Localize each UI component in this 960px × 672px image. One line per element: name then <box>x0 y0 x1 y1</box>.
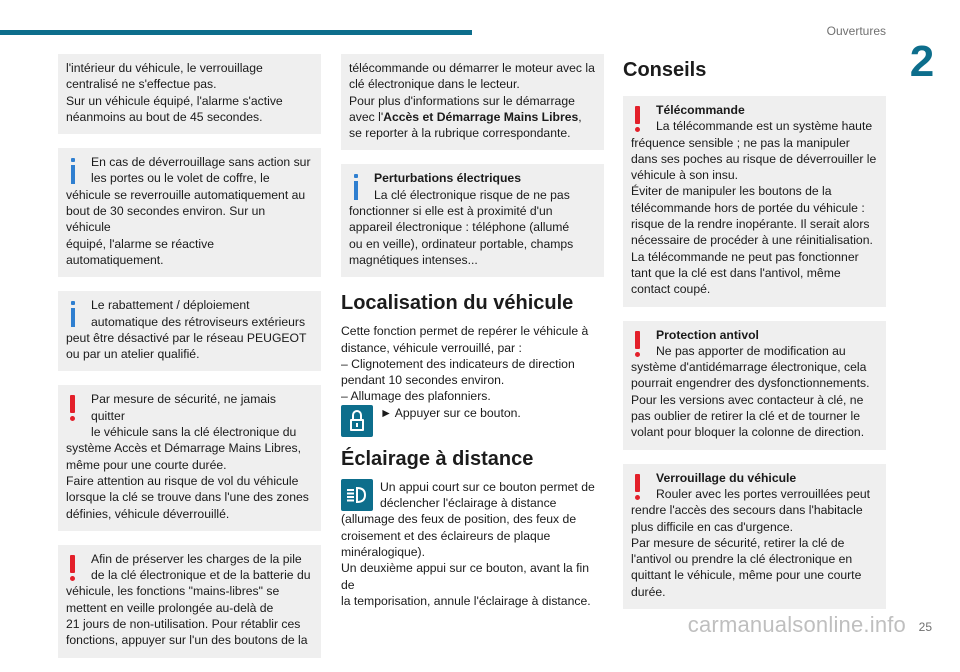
warning-title-block <box>631 470 878 503</box>
text-part: , se reporter à la rubrique correspondante. <box>349 109 582 141</box>
warning-box-remote <box>623 96 886 307</box>
warning-icon <box>68 395 78 423</box>
eclairage-text-rest: (allumage des feux de position, des feux de croisement et des éclaireurs de plaque minéralogique). Un deuxième appui sur ce bouton, avant la fin de la temporisation, annule l'éclairage à distance. <box>341 512 591 608</box>
text-part: télécommande ou démarrer le moteur avec la clé électronique dans le lecteur. Pour plus d'informations sur le démarrage avec l' <box>349 61 595 124</box>
warning-text-first: Afin de préserver les charges de la pile de la clé électronique et de la batterie du <box>91 551 311 583</box>
info-text-first: En cas de déverrouillage sans action sur les portes ou le volet de coffre, le <box>91 155 311 186</box>
continued-box <box>341 54 604 150</box>
warning-text-rest: véhicule, les fonctions "mains-libres" se mettent en veille prolongée au-delà de 21 jours de non-utilisation. Pour rétablir ces fonctions, appuyer sur l'un des boutons de la <box>66 584 308 648</box>
warning-text-first: Rouler avec les portes verrouillées peut <box>656 486 871 501</box>
continued-note-text: l'intérieur du véhicule, le verrouillage centralisé ne s'effectue pas. Sur un véhicule équipé, l'alarme s'active néanmoins au bout de 45 secondes. <box>66 61 283 124</box>
warning-icon <box>633 474 643 502</box>
eclairage-block <box>341 479 604 609</box>
localisation-action-text: ► Appuyer sur ce bouton. <box>380 405 521 420</box>
warning-text-first: Par mesure de sécurité, ne jamais quitter le véhicule sans la clé électronique du <box>91 392 297 440</box>
chapter-number: 2 <box>909 37 935 86</box>
localisation-action <box>341 405 604 437</box>
continued-note <box>58 54 321 134</box>
warning-box-antitheft <box>623 321 886 450</box>
header-accent-bar <box>0 30 472 35</box>
info-icon <box>351 174 361 202</box>
warning-icon <box>633 331 643 359</box>
watermark: carmanualsonline.info <box>687 612 906 637</box>
info-text-first: Le rabattement / déploiement automatique des rétroviseurs extérieurs <box>91 298 306 329</box>
warning-title: Protection antivol <box>656 327 759 342</box>
info-icon <box>68 158 78 186</box>
localisation-text: Cette fonction permet de repérer le véhicule à distance, véhicule verrouillé, par : – Clignotement des indicateurs de direction pendant 10 secondes environ. – Allumage des plafonniers. <box>341 324 589 404</box>
column-middle <box>341 54 604 609</box>
warning-text-rest: système Accès et Démarrage Mains Libres, même pour une courte durée. Faire attention au risque de vol du véhicule lorsque la clé se trouve dans l'une des zones définies, véhicule déverrouillé. <box>66 441 309 521</box>
lock-body <box>350 419 364 431</box>
column-left <box>58 54 321 672</box>
info-title-block <box>349 170 596 203</box>
continued-box-text <box>349 60 596 141</box>
warning-box-locking <box>623 464 886 609</box>
page-number: 25 <box>918 620 932 634</box>
warning-title-block <box>631 327 878 360</box>
warning-title: Télécommande <box>656 103 745 117</box>
info-box-mirrors <box>58 291 321 371</box>
warning-icon <box>68 555 78 583</box>
heading-localisation: Localisation du véhicule <box>341 292 574 315</box>
column-right <box>623 54 886 623</box>
info-text-rest: peut être désactivé par le réseau PEUGEOT ou par un atelier qualifié. <box>66 330 307 362</box>
warning-box-security <box>58 385 321 530</box>
warning-title: Verrouillage du véhicule <box>656 470 797 485</box>
warning-text-rest: fréquence sensible ; ne pas la manipuler dans ses poches au risque de déverrouiller le véhicule à son insu. Éviter de manipuler les boutons de la télécommande hors de portée du véhicule : risque de la rendre inopérante. Il serait alors nécessaire de procéder à une réinitialisation. La télécommande ne peut pas fonctionner tant que la clé est dans l'antivol, même contact coupé. <box>631 135 877 297</box>
warning-title-block <box>631 102 878 135</box>
eclairage-text-first: Un appui court sur ce bouton permet de déclencher l'éclairage à distance <box>380 479 595 511</box>
info-text-first: La clé électronique risque de ne pas <box>374 187 570 202</box>
headlight-button-icon <box>341 479 373 511</box>
info-text-rest: véhicule se reverrouille automatiquement au bout de 30 secondes environ. Sur un véhicule équipé, l'alarme se réactive automatiquement. <box>66 187 306 267</box>
heading-eclairage: Éclairage à distance <box>341 447 534 470</box>
heading-conseils: Conseils <box>623 59 707 81</box>
info-icon <box>68 301 78 329</box>
lock-button-icon <box>341 405 373 437</box>
info-title: Perturbations électriques <box>374 171 521 186</box>
warning-text-first: Ne pas apporter de modification au <box>656 343 846 358</box>
warning-text-first: La télécommande est un système haute <box>656 119 873 134</box>
warning-icon <box>633 106 643 134</box>
info-text-rest: fonctionner si elle est à proximité d'un appareil électronique : téléphone (allumé ou en veille), ordinateur portable, champs magnétiques intenses... <box>349 204 574 267</box>
info-box-interference <box>341 164 604 277</box>
info-box-auto-relock <box>58 148 321 277</box>
headlight-icon <box>341 479 373 511</box>
link-reference: Accès et Démarrage Mains Libres <box>383 109 579 124</box>
warning-text-rest: système d'antidémarrage électronique, cela pourrait engendrer des dysfonctionnements. Pour les versions avec contacteur à clé, ne pas oublier de retirer la clé et de tourner le volant pour bloquer la colonne de direction. <box>631 360 870 440</box>
warning-text-rest: rendre l'accès des secours dans l'habitacle plus difficile en cas d'urgence. Par mesure de sécurité, retirer la clé de l'antivol ou prendre la clé électronique en quittant le véhicule, même pour une courte durée. <box>631 503 863 599</box>
warning-box-battery <box>58 545 321 658</box>
section-title: Ouvertures <box>826 24 886 38</box>
